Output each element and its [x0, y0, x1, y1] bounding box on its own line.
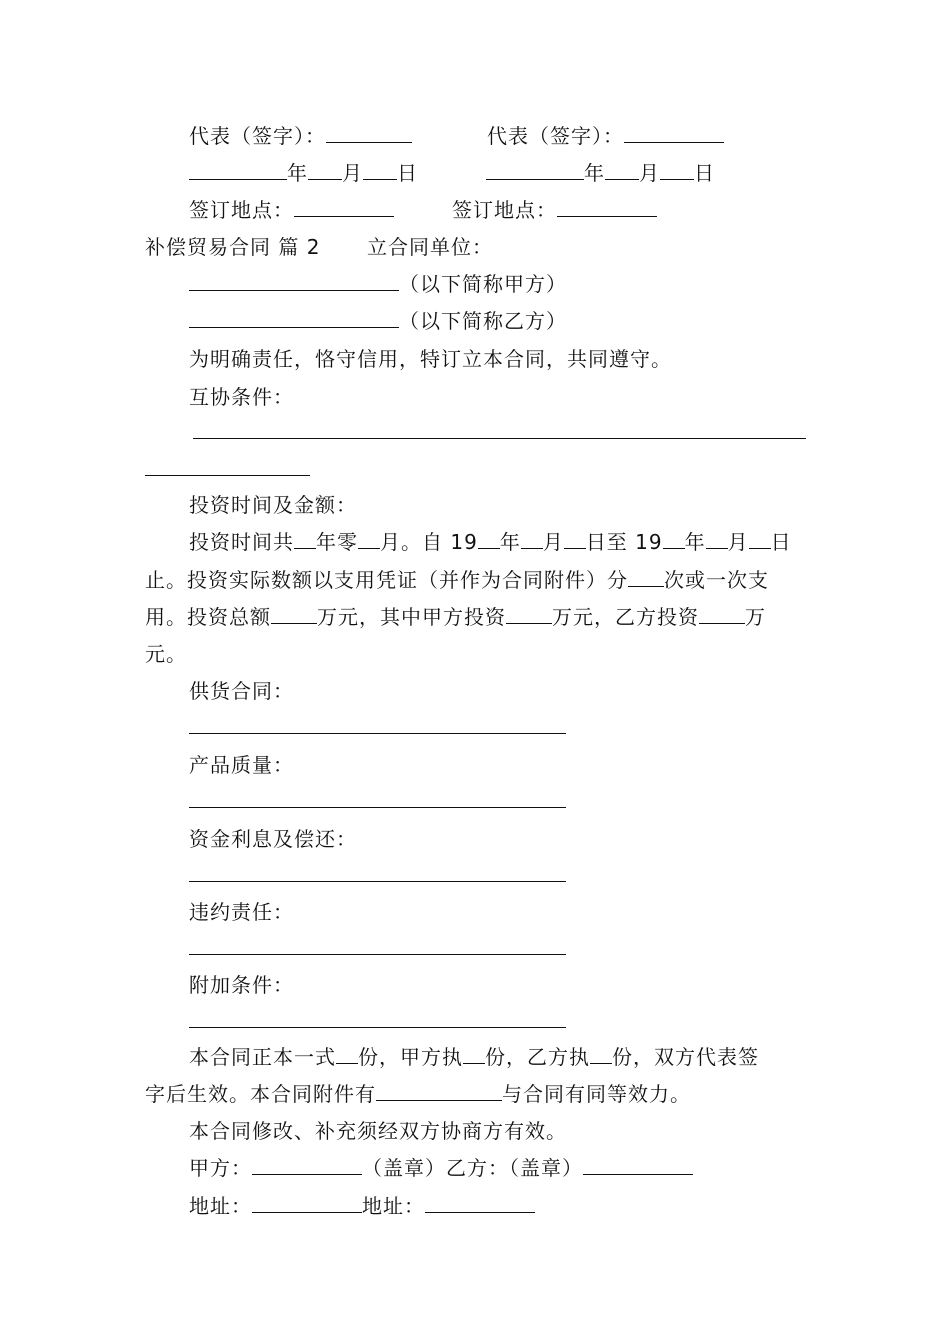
contract-heading-row — [145, 233, 320, 261]
inv-start-day-blank[interactable] — [564, 528, 586, 549]
inv-text-2b: 次或一次支 — [664, 568, 769, 592]
footer-address-a-blank[interactable] — [252, 1192, 362, 1213]
inv-end-year-blank[interactable] — [663, 528, 685, 549]
signing-place-row-b — [452, 196, 657, 224]
additional-blank-line[interactable] — [189, 1027, 566, 1028]
footer-party-b-blank[interactable] — [583, 1154, 693, 1175]
month-b-blank[interactable] — [605, 159, 639, 180]
rep-b-label: 代表（签字）： — [487, 124, 624, 148]
inv-text-1f: 日至 19 — [585, 530, 663, 554]
year-b-blank[interactable] — [486, 159, 584, 180]
mutual-terms-blank-line-2[interactable] — [145, 475, 310, 476]
footer-address-a-label: 地址： — [189, 1194, 252, 1218]
contract-title: 补偿贸易合同 篇 2 — [145, 235, 321, 259]
supply-label: 供货合同： — [189, 679, 294, 703]
inv-text-1g: 年 — [684, 530, 706, 554]
inv-text-3b: 万元，其中甲方投资 — [317, 605, 506, 629]
signature-date-row-a — [189, 159, 418, 187]
month-b-label: 月 — [639, 161, 660, 185]
copies-text-b: 份，甲方执 — [358, 1045, 463, 1069]
interest-label: 资金利息及偿还： — [189, 827, 357, 851]
footer-party-a-label: 甲方： — [189, 1156, 252, 1180]
place-b-blank[interactable] — [557, 196, 657, 217]
mutual-terms-blank-line-1[interactable] — [193, 438, 806, 439]
year-a-blank[interactable] — [189, 159, 287, 180]
footer-address-b-blank[interactable] — [425, 1192, 535, 1213]
inv-text-3a: 用。投资总额 — [145, 605, 271, 629]
footer-party-b-label: 乙方： — [446, 1156, 509, 1180]
inv-months-blank[interactable] — [358, 528, 380, 549]
copies-text-e: 字后生效。本合同附件有 — [145, 1082, 376, 1106]
signature-date-row-b — [486, 159, 715, 187]
investment-paragraph-line-1 — [189, 528, 792, 556]
copies-line-2 — [145, 1080, 691, 1108]
day-b-blank[interactable] — [660, 159, 694, 180]
copies-a-blank[interactable] — [463, 1043, 485, 1064]
place-a-label: 签订地点： — [189, 198, 294, 222]
investment-label: 投资时间及金额： — [189, 493, 357, 517]
footer-address-b-label: 地址： — [362, 1194, 425, 1218]
signing-place-row-a — [189, 196, 394, 224]
day-a-label: 日 — [397, 161, 418, 185]
party-b-blank[interactable] — [189, 307, 399, 328]
day-a-blank[interactable] — [363, 159, 397, 180]
liability-label: 违约责任： — [189, 900, 294, 924]
rep-a-blank[interactable] — [326, 122, 412, 143]
inv-total-blank[interactable] — [271, 603, 317, 624]
contract-units-row — [367, 233, 493, 261]
inv-party-b-blank[interactable] — [699, 603, 745, 624]
inv-text-2a: 止。投资实际数额以支用凭证（并作为合同附件）分 — [145, 568, 628, 592]
footer-party-row — [189, 1154, 693, 1182]
party-a-note: （以下简称甲方） — [399, 272, 567, 296]
party-b-row — [189, 307, 567, 335]
attachments-blank[interactable] — [376, 1080, 502, 1101]
month-a-blank[interactable] — [308, 159, 342, 180]
copies-total-blank[interactable] — [336, 1043, 358, 1064]
inv-text-3d: 万 — [745, 605, 766, 629]
copies-line-1 — [189, 1043, 759, 1071]
inv-end-day-blank[interactable] — [749, 528, 771, 549]
rep-a-label: 代表（签字）： — [189, 124, 326, 148]
place-a-blank[interactable] — [294, 196, 394, 217]
interest-blank-line[interactable] — [189, 881, 566, 882]
footer-address-row — [189, 1192, 535, 1220]
signature-representative-row — [189, 122, 412, 150]
contract-units-label: 立合同单位： — [367, 235, 493, 259]
signature-representative-row-b — [487, 122, 724, 150]
inv-end-month-blank[interactable] — [706, 528, 728, 549]
inv-text-1i: 日 — [770, 530, 792, 554]
footer-seal-a: （盖章） — [362, 1156, 446, 1180]
copies-text-d: 份，双方代表签 — [612, 1045, 759, 1069]
inv-text-1b: 年零 — [316, 530, 358, 554]
year-b-label: 年 — [584, 161, 605, 185]
inv-installments-blank[interactable] — [628, 566, 664, 587]
inv-text-1h: 月 — [727, 530, 749, 554]
supply-blank-line[interactable] — [189, 733, 566, 734]
day-b-label: 日 — [694, 161, 715, 185]
inv-party-a-blank[interactable] — [506, 603, 552, 624]
footer-party-a-blank[interactable] — [252, 1154, 362, 1175]
copies-b-blank[interactable] — [590, 1043, 612, 1064]
inv-text-1d: 年 — [499, 530, 521, 554]
quality-blank-line[interactable] — [189, 807, 566, 808]
investment-paragraph-line-3 — [145, 603, 766, 631]
inv-years-blank[interactable] — [294, 528, 316, 549]
copies-text-f: 与合同有同等效力。 — [502, 1082, 691, 1106]
amendment-paragraph: 本合同修改、补充须经双方协商方有效。 — [189, 1119, 567, 1143]
inv-text-3c: 万元，乙方投资 — [552, 605, 699, 629]
inv-text-1a: 投资时间共 — [189, 530, 294, 554]
mutual-terms-label: 互协条件： — [189, 385, 294, 409]
place-b-label: 签订地点： — [452, 198, 557, 222]
intro-paragraph: 为明确责任，恪守信用，特订立本合同，共同遵守。 — [189, 347, 672, 371]
quality-label: 产品质量： — [189, 753, 294, 777]
investment-paragraph-line-2 — [145, 566, 769, 594]
inv-text-1c: 月。自 19 — [380, 530, 478, 554]
copies-text-c: 份，乙方执 — [485, 1045, 590, 1069]
inv-start-month-blank[interactable] — [521, 528, 543, 549]
party-b-note: （以下简称乙方） — [399, 309, 567, 333]
copies-text-a: 本合同正本一式 — [189, 1045, 336, 1069]
party-a-row — [189, 270, 567, 298]
inv-start-year-blank[interactable] — [478, 528, 500, 549]
liability-blank-line[interactable] — [189, 954, 566, 955]
rep-b-blank[interactable] — [624, 122, 724, 143]
party-a-blank[interactable] — [189, 270, 399, 291]
year-a-label: 年 — [287, 161, 308, 185]
investment-paragraph-line-4: 元。 — [145, 642, 187, 666]
additional-label: 附加条件： — [189, 973, 294, 997]
inv-text-1e: 月 — [542, 530, 564, 554]
footer-seal-b: （盖章） — [509, 1156, 583, 1180]
month-a-label: 月 — [342, 161, 363, 185]
